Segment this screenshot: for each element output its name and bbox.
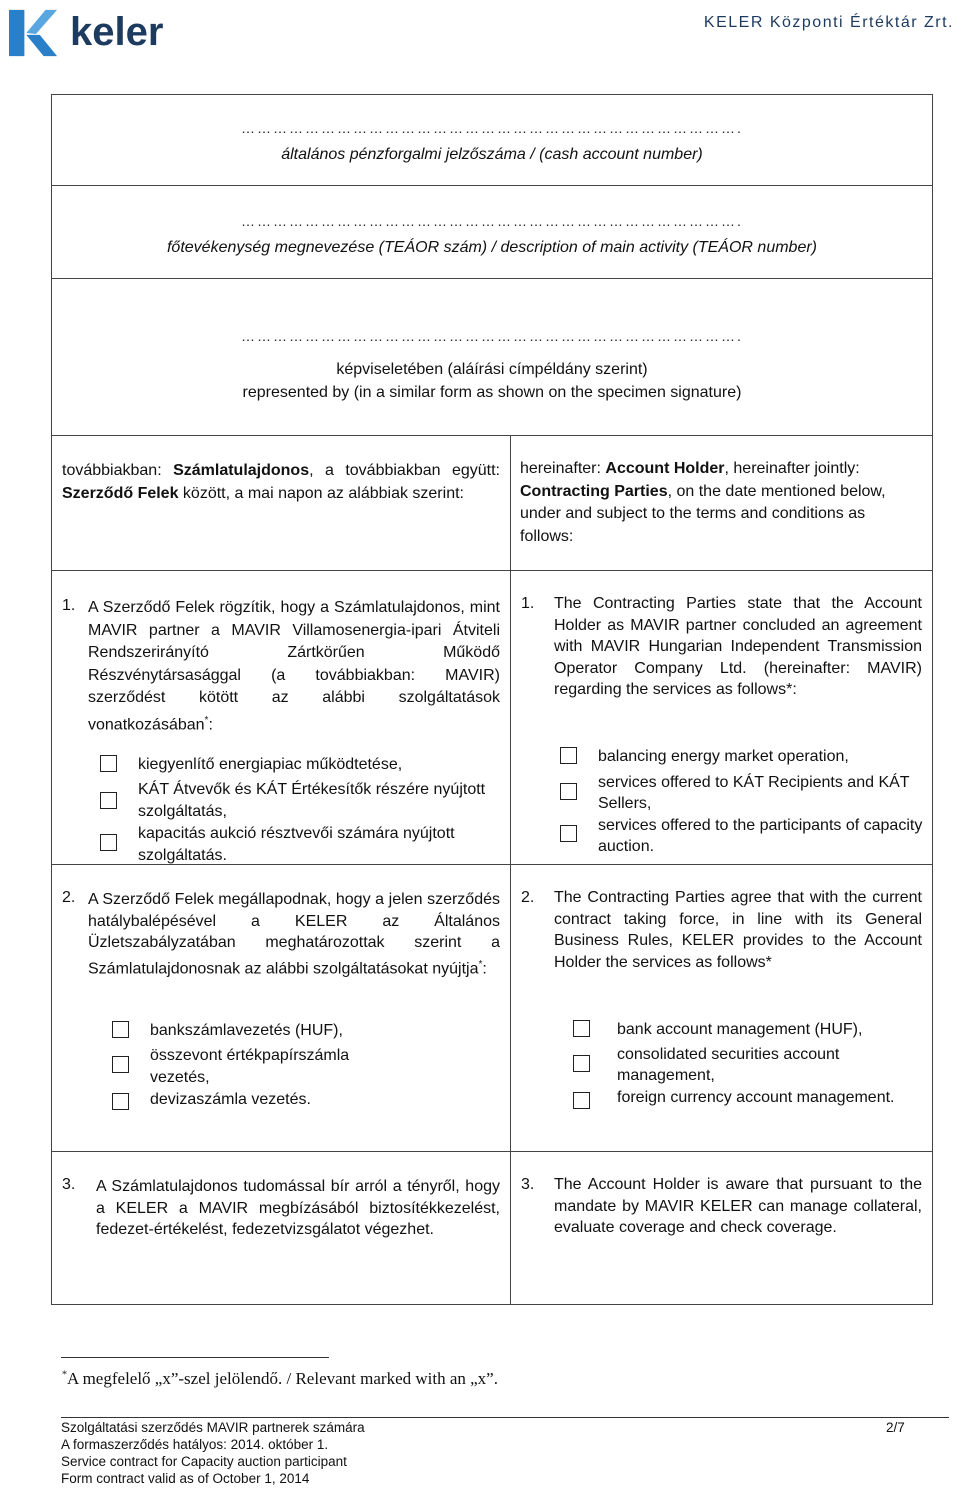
main-activity-field [51, 185, 933, 279]
section-number: 1. [521, 595, 535, 612]
page-number: 2/7 [886, 1420, 905, 1435]
section-number: 2. [521, 889, 535, 906]
option-item: balancing energy market operation, [598, 748, 849, 765]
checkbox-balancing-en[interactable] [560, 747, 577, 764]
cash-account-field [51, 94, 933, 186]
fill-in-dots[interactable]: …………………………………………………………………………………. [241, 213, 743, 229]
field-label-hu: képviseletében (aláírási címpéldány szerint) [336, 361, 648, 378]
section-number: 1. [62, 597, 76, 614]
options-list-hu [150, 1020, 400, 1111]
option-item: kiegyenlítő energiapiac működtetése, [138, 756, 403, 773]
checkbox-capacity-hu[interactable] [100, 834, 117, 851]
section-2-text-hu: A Szerződő Felek megállapodnak, hogy a jelen szerződés hatálybalépésével a KELER az Általános Üzletszabályzatában meghatározottak szerint a Számlatulajdonosnak az alábbi szolgáltatásokat nyújtja*: [88, 891, 500, 977]
checkbox-bank-account-en[interactable] [573, 1020, 590, 1037]
checkbox-kat-en[interactable] [560, 783, 577, 800]
option-item: services offered to KÁT Recipients and KÁT Sellers, [598, 773, 910, 812]
checkbox-balancing-hu[interactable] [100, 755, 117, 772]
checkbox-securities-en[interactable] [573, 1055, 590, 1072]
checkbox-foreign-currency-en[interactable] [573, 1092, 590, 1109]
footnote: *A megfelelő „x”-szel jelölendő. / Relevant marked with an „x”. [62, 1369, 498, 1388]
section-number: 3. [62, 1176, 76, 1193]
footer-text: Szolgáltatási szerződés MAVIR partnerek számára A formaszerződés hatályos: 2014. október 1. Service contract for Capacity auction participant Form contract valid as of October 1, 2014 [61, 1420, 365, 1486]
section-3-text-en: The Account Holder is aware that pursuant to the mandate by MAVIR KELER can manage collateral, evaluate coverage and check coverage. [554, 1176, 922, 1236]
options-list-en [617, 1019, 922, 1108]
keler-logo-text: keler [70, 10, 164, 54]
option-item: bankszámlavezetés (HUF), [150, 1022, 343, 1039]
checkbox-bank-account-hu[interactable] [112, 1021, 129, 1038]
parties-text-en: hereinafter: Account Holder, hereinafter jointly: Contracting Parties, on the date mentioned below, under and subject to the terms and conditions as follows: [520, 460, 886, 545]
option-item: consolidated securities account management, [617, 1045, 840, 1084]
section-1-text-en: The Contracting Parties state that the Account Holder as MAVIR partner concluded an agreement with MAVIR Hungarian Independent Transmission Operator Company Ltd. (hereinafter: MAVIR) regarding the services as follows*: [554, 595, 922, 698]
checkbox-capacity-en[interactable] [560, 825, 577, 842]
field-label-en: represented by (in a similar form as shown on the specimen signature) [242, 384, 742, 401]
option-item: összevont értékpapírszámla vezetés, [150, 1047, 350, 1086]
section-3-text-hu: A Számlatulajdonos tudomással bír arról a tényről, hogy a KELER a MAVIR megbízásából biztosítékkezelést, fedezet-értékelést, fedezetvizsgálatot végezhet. [96, 1178, 500, 1238]
section-1-text-hu: A Szerződő Felek rögzítik, hogy a Számlatulajdonos, mint MAVIR partner a MAVIR Villamosenergia-ipari Átviteli Rendszerirányító Zártkörűen Működő Részvénytársasággal (a továbbiakban: MAVIR) szerződést kötött az alábbi szolgáltatások vonatkozásában*: [88, 599, 500, 733]
section-number: 3. [521, 1176, 535, 1193]
options-list-hu [138, 754, 510, 867]
checkbox-securities-hu[interactable] [112, 1056, 129, 1073]
option-item: devizaszámla vezetés. [150, 1091, 311, 1108]
option-item: services offered to the participants of capacity auction. [598, 816, 923, 855]
checkbox-foreign-currency-hu[interactable] [112, 1093, 129, 1110]
section-1 [51, 570, 933, 865]
footer-separator [61, 1417, 949, 1418]
keler-logo-mark [6, 8, 62, 58]
option-item: bank account management (HUF), [617, 1021, 863, 1038]
field-label: általános pénzforgalmi jelzőszáma / (cash account number) [281, 146, 703, 163]
option-item: kapacitás aukció résztvevői számára nyújtott szolgáltatás. [138, 825, 455, 864]
parties-text-hu: továbbiakban: Számlatulajdonos, a továbbiakban együtt: Szerződő Felek között, a mai napon az alábbiak szerint: [62, 462, 500, 502]
company-name: KELER Központi Értéktár Zrt. [703, 14, 954, 31]
checkbox-kat-hu[interactable] [100, 792, 117, 809]
footnote-separator [61, 1357, 329, 1358]
section-3 [51, 1151, 933, 1305]
option-item: KÁT Átvevők és KÁT Értékesítők részére nyújtott szolgáltatás, [138, 781, 486, 820]
parties-definition [51, 435, 933, 571]
fill-in-dots[interactable]: …………………………………………………………………………………. [241, 120, 743, 136]
section-2-text-en: The Contracting Parties agree that with the current contract taking force, in line with its General Business Rules, KELER provides to the Account Holder the services as follows* [554, 889, 922, 971]
representative-field [51, 278, 933, 436]
section-number: 2. [62, 889, 76, 906]
field-label: főtevékenység megnevezése (TEÁOR szám) / description of main activity (TEÁOR number) [166, 239, 817, 256]
option-item: foreign currency account management. [617, 1088, 895, 1106]
options-list-en [598, 746, 928, 858]
section-2 [51, 864, 933, 1152]
fill-in-dots[interactable]: …………………………………………………………………………………. [241, 328, 743, 344]
